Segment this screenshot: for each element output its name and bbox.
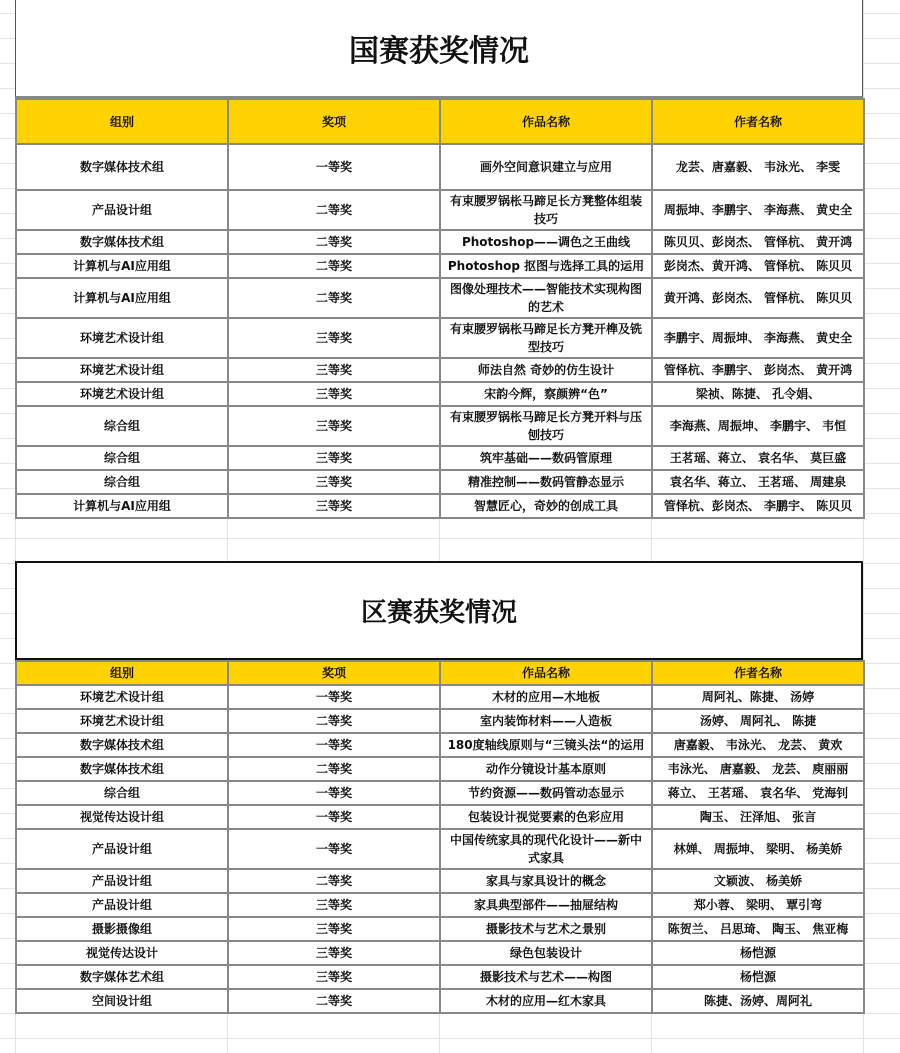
table-row (16, 965, 864, 989)
work-title-cell: Photoshop——调色之王曲线 (440, 230, 652, 254)
table-row (16, 230, 864, 254)
table-header-row (16, 99, 864, 144)
group-cell: 产品设计组 (16, 190, 228, 230)
award-cell: 二等奖 (228, 709, 440, 733)
award-cell: 二等奖 (228, 278, 440, 318)
group-cell: 摄影摄像组 (16, 917, 228, 941)
authors-cell: 陶玉、 汪泽旭、 张言 (652, 805, 864, 829)
column-header-group: 组别 (16, 99, 228, 144)
award-cell: 二等奖 (228, 869, 440, 893)
authors-cell: 袁名华、蒋立、 王茗瑶、 周建泉 (652, 470, 864, 494)
work-title-cell: 木材的应用—木地板 (440, 685, 652, 709)
authors-cell: 黄开鸿、彭岗杰、 管怿杭、 陈贝贝 (652, 278, 864, 318)
award-cell: 三等奖 (228, 893, 440, 917)
award-cell: 三等奖 (228, 917, 440, 941)
table-row (16, 917, 864, 941)
regional-awards-section (15, 561, 863, 1014)
table-row (16, 757, 864, 781)
group-cell: 产品设计组 (16, 829, 228, 869)
work-title-cell: 有束腰罗锅枨马蹄足长方凳开料与压刨技巧 (440, 406, 652, 446)
regional-awards-table (15, 660, 865, 1014)
authors-cell: 龙芸、唐嘉毅、 韦泳光、 李雯 (652, 144, 864, 190)
group-cell: 环境艺术设计组 (16, 358, 228, 382)
group-cell: 综合组 (16, 470, 228, 494)
authors-cell: 文颖波、 杨美娇 (652, 869, 864, 893)
authors-cell: 蒋立、 王茗瑶、 袁名华、 党海钊 (652, 781, 864, 805)
table-row (16, 494, 864, 518)
award-cell: 一等奖 (228, 685, 440, 709)
authors-cell: 管怿杭、彭岗杰、 李鹏宇、 陈贝贝 (652, 494, 864, 518)
group-cell: 产品设计组 (16, 869, 228, 893)
table-row (16, 893, 864, 917)
group-cell: 计算机与AI应用组 (16, 494, 228, 518)
award-cell: 三等奖 (228, 382, 440, 406)
authors-cell: 林婵、 周振坤、 梁明、 杨美娇 (652, 829, 864, 869)
authors-cell: 彭岗杰、黄开鸿、 管怿杭、 陈贝贝 (652, 254, 864, 278)
authors-cell: 杨恺源 (652, 965, 864, 989)
award-cell: 一等奖 (228, 829, 440, 869)
work-title-cell: 宋韵今辉，察颜辨“色” (440, 382, 652, 406)
work-title-cell: 有束腰罗锅枨马蹄足长方凳开榫及铣型技巧 (440, 318, 652, 358)
award-cell: 三等奖 (228, 318, 440, 358)
award-cell: 二等奖 (228, 757, 440, 781)
group-cell: 计算机与AI应用组 (16, 278, 228, 318)
award-cell: 三等奖 (228, 941, 440, 965)
group-cell: 视觉传达设计 (16, 941, 228, 965)
award-cell: 三等奖 (228, 470, 440, 494)
work-title-cell: 图像处理技术——智能技术实现构图的艺术 (440, 278, 652, 318)
authors-cell: 陈捷、汤婷、周阿礼 (652, 989, 864, 1013)
table-row (16, 805, 864, 829)
group-cell: 数字媒体技术组 (16, 230, 228, 254)
award-cell: 二等奖 (228, 254, 440, 278)
group-cell: 综合组 (16, 406, 228, 446)
group-cell: 环境艺术设计组 (16, 685, 228, 709)
authors-cell: 杨恺源 (652, 941, 864, 965)
national-awards-title: 国赛获奖情况 (15, 0, 863, 98)
group-cell: 数字媒体技术组 (16, 144, 228, 190)
authors-cell: 梁祯、陈捷、 孔令娟、 (652, 382, 864, 406)
work-title-cell: Photoshop 抠图与选择工具的运用 (440, 254, 652, 278)
group-cell: 环境艺术设计组 (16, 318, 228, 358)
table-row (16, 144, 864, 190)
work-title-cell: 有束腰罗锅枨马蹄足长方凳整体组装技巧 (440, 190, 652, 230)
table-row (16, 829, 864, 869)
group-cell: 综合组 (16, 446, 228, 470)
table-row (16, 446, 864, 470)
national-awards-section (15, 0, 863, 519)
column-header-work-title: 作品名称 (440, 661, 652, 685)
award-cell: 三等奖 (228, 406, 440, 446)
award-cell: 三等奖 (228, 965, 440, 989)
table-row (16, 382, 864, 406)
table-row (16, 941, 864, 965)
regional-awards-title: 区赛获奖情况 (15, 561, 863, 660)
work-title-cell: 家具典型部件——抽屉结构 (440, 893, 652, 917)
group-cell: 数字媒体技术组 (16, 733, 228, 757)
work-title-cell: 筑牢基础——数码管原理 (440, 446, 652, 470)
authors-cell: 李鹏宇、周振坤、 李海燕、 黄史全 (652, 318, 864, 358)
table-header-row (16, 661, 864, 685)
work-title-cell: 画外空间意识建立与应用 (440, 144, 652, 190)
table-row (16, 685, 864, 709)
award-cell: 一等奖 (228, 805, 440, 829)
group-cell: 综合组 (16, 781, 228, 805)
authors-cell: 陈贺兰、 吕思琦、 陶玉、 焦亚梅 (652, 917, 864, 941)
work-title-cell: 室内装饰材料——人造板 (440, 709, 652, 733)
group-cell: 环境艺术设计组 (16, 709, 228, 733)
work-title-cell: 包装设计视觉要素的色彩应用 (440, 805, 652, 829)
work-title-cell: 师法自然 奇妙的仿生设计 (440, 358, 652, 382)
group-cell: 产品设计组 (16, 893, 228, 917)
authors-cell: 汤婷、 周阿礼、 陈捷 (652, 709, 864, 733)
table-row (16, 733, 864, 757)
table-row (16, 869, 864, 893)
group-cell: 空间设计组 (16, 989, 228, 1013)
authors-cell: 王茗瑶、蒋立、 袁名华、 莫巨盛 (652, 446, 864, 470)
award-cell: 二等奖 (228, 230, 440, 254)
table-row (16, 318, 864, 358)
table-row (16, 358, 864, 382)
table-row (16, 709, 864, 733)
table-row (16, 406, 864, 446)
award-cell: 二等奖 (228, 190, 440, 230)
award-cell: 一等奖 (228, 733, 440, 757)
award-cell: 一等奖 (228, 144, 440, 190)
group-cell: 数字媒体技术组 (16, 757, 228, 781)
group-cell: 视觉传达设计组 (16, 805, 228, 829)
table-row (16, 470, 864, 494)
work-title-cell: 家具与家具设计的概念 (440, 869, 652, 893)
national-awards-table (15, 98, 865, 519)
award-cell: 二等奖 (228, 989, 440, 1013)
authors-cell: 周阿礼、陈捷、 汤婷 (652, 685, 864, 709)
work-title-cell: 节约资源——数码管动态显示 (440, 781, 652, 805)
column-header-award: 奖项 (228, 661, 440, 685)
column-header-authors: 作者名称 (652, 99, 864, 144)
award-cell: 三等奖 (228, 494, 440, 518)
work-title-cell: 智慧匠心，奇妙的创成工具 (440, 494, 652, 518)
work-title-cell: 绿色包装设计 (440, 941, 652, 965)
work-title-cell: 中国传统家具的现代化设计——新中式家具 (440, 829, 652, 869)
award-cell: 一等奖 (228, 781, 440, 805)
authors-cell: 陈贝贝、彭岗杰、 管怿杭、 黄开鸿 (652, 230, 864, 254)
column-header-authors: 作者名称 (652, 661, 864, 685)
authors-cell: 郑小蓉、 梁明、 覃引弯 (652, 893, 864, 917)
authors-cell: 管怿杭、李鹏宇、 彭岗杰、 黄开鸿 (652, 358, 864, 382)
work-title-cell: 180度轴线原则与“三镜头法“的运用 (440, 733, 652, 757)
authors-cell: 李海燕、周振坤、 李鹏宇、 韦恒 (652, 406, 864, 446)
work-title-cell: 精准控制——数码管静态显示 (440, 470, 652, 494)
table-row (16, 989, 864, 1013)
work-title-cell: 木材的应用—红木家具 (440, 989, 652, 1013)
authors-cell: 唐嘉毅、 韦泳光、 龙芸、 黄欢 (652, 733, 864, 757)
group-cell: 计算机与AI应用组 (16, 254, 228, 278)
work-title-cell: 动作分镜设计基本原则 (440, 757, 652, 781)
group-cell: 环境艺术设计组 (16, 382, 228, 406)
authors-cell: 周振坤、李鹏宇、 李海燕、 黄史全 (652, 190, 864, 230)
table-row (16, 190, 864, 230)
work-title-cell: 摄影技术与艺术之景别 (440, 917, 652, 941)
authors-cell: 韦泳光、 唐嘉毅、 龙芸、 庾丽丽 (652, 757, 864, 781)
award-cell: 三等奖 (228, 358, 440, 382)
column-header-award: 奖项 (228, 99, 440, 144)
table-row (16, 781, 864, 805)
table-row (16, 254, 864, 278)
award-cell: 三等奖 (228, 446, 440, 470)
column-header-group: 组别 (16, 661, 228, 685)
column-header-work-title: 作品名称 (440, 99, 652, 144)
table-row (16, 278, 864, 318)
group-cell: 数字媒体艺术组 (16, 965, 228, 989)
work-title-cell: 摄影技术与艺术——构图 (440, 965, 652, 989)
